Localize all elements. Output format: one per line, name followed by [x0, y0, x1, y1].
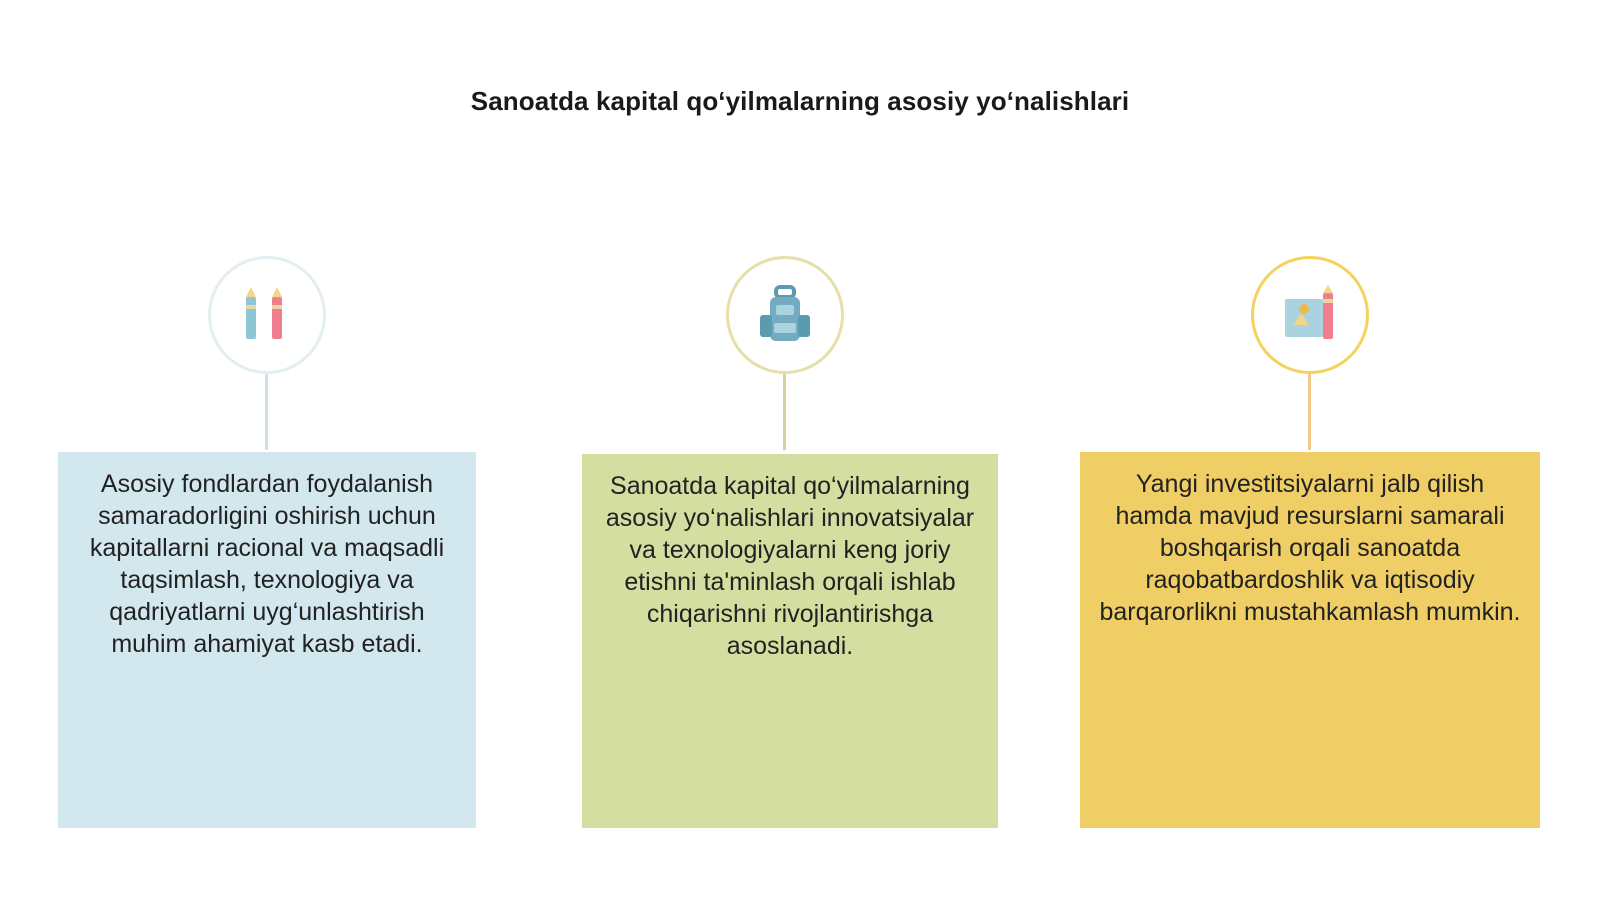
- diagram-title: Sanoatda kapital qo‘yilmalarning asosiy yo‘nalishlari: [470, 86, 1130, 116]
- card-3: [1080, 452, 1540, 828]
- icon-circle-2: [726, 256, 844, 374]
- card-2-text: Sanoatda kapital qo‘yilmalarning asosiy yo‘nalishlari innovatsiyalar va texnologiyalarni keng joriy etishni ta'minlash orqali ishlab chiqarishni rivojlantirishga asoslanadi.: [605, 472, 975, 660]
- backpack-icon: [758, 285, 812, 345]
- card-1-text: Asosiy fondlardan foydalanish samaradorligini oshirish uchun kapitallarni racional va maqsadli taqsimlash, texnologiya va qadriyatlarni uyg‘unlashtirish muhim ahamiyat kasb etadi.: [89, 470, 445, 658]
- canvas-pencil-icon: [1283, 285, 1337, 345]
- card-2: [582, 454, 998, 828]
- card-1: [58, 452, 476, 828]
- connector-3: [1308, 374, 1311, 450]
- connector-2: [783, 374, 786, 450]
- connector-1: [265, 374, 268, 450]
- icon-circle-3: [1251, 256, 1369, 374]
- pencils-icon: [240, 285, 294, 345]
- icon-circle-1: [208, 256, 326, 374]
- card-3-text: Yangi investitsiyalarni jalb qilish hamda mavjud resurslarni samarali boshqarish orqali sanoatda raqobatbardoshlik va iqtisodiy barqarorlikni mustahkamlash mumkin.: [1099, 470, 1521, 626]
